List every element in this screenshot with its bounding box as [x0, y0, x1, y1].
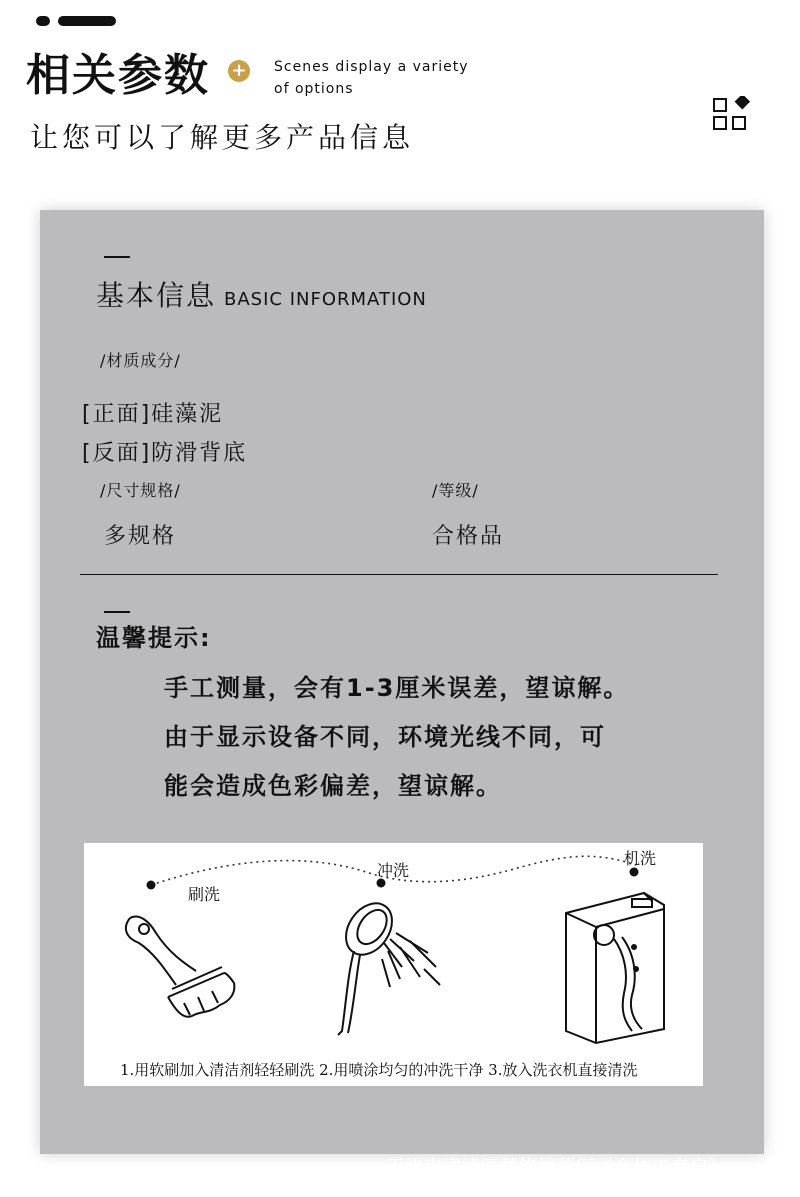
tips-line-1: 手工测量，会有1-3厘米误差，望谅解。 — [164, 674, 630, 702]
tagline-line1: Scenes display a variety — [274, 59, 469, 75]
tips-line-2: 由于显示设备不同，环境光线不同，可 — [164, 723, 606, 751]
basic-info-title-cn: 基本信息 — [96, 279, 217, 312]
grade-label: /等级/ — [432, 481, 479, 500]
brush-label: 刷洗 — [188, 885, 221, 904]
material-front: [正面]硅藻泥 — [82, 402, 224, 427]
washing-machine-icon — [566, 893, 664, 1043]
basic-info-title-en: BASIC INFORMATION — [224, 289, 427, 310]
material-back: [反面]防滑背底 — [82, 441, 248, 466]
brush-icon — [126, 916, 235, 1016]
shop-watermark: 天津市武清区慧铭地毯厂（个体工商户） — [386, 1157, 728, 1178]
shower-icon — [337, 895, 440, 1035]
tagline — [274, 56, 469, 100]
tips-line-3: 能会造成色彩偏差，望谅解。 — [164, 772, 502, 800]
grid-icon — [712, 96, 752, 132]
header-bar — [58, 16, 116, 26]
page-title: 相关参数 — [26, 50, 210, 101]
basic-info-title — [96, 276, 427, 320]
size-label: /尺寸规格/ — [100, 481, 181, 500]
section-divider — [80, 574, 718, 575]
tagline-line2: of options — [274, 81, 354, 97]
tips-dash — [104, 611, 130, 613]
machine-label: 机洗 — [624, 849, 657, 868]
grade-value: 合格品 — [432, 524, 505, 549]
rinse-label: 冲洗 — [377, 861, 410, 880]
page-subtitle: 让您可以了解更多产品信息 — [30, 121, 415, 154]
material-label: /材质成分/ — [100, 351, 181, 370]
tips-title: 温馨提示: — [96, 624, 212, 652]
header-dot — [36, 16, 50, 26]
size-value: 多规格 — [104, 524, 177, 549]
care-instructions — [84, 843, 703, 1086]
care-caption: 1.用软刷加入清洁剂轻轻刷洗 2.用喷涂均匀的冲洗干净 3.放入洗衣机直接清洗 — [120, 1061, 638, 1079]
plus-icon: + — [228, 60, 250, 82]
section-dash — [104, 256, 130, 258]
